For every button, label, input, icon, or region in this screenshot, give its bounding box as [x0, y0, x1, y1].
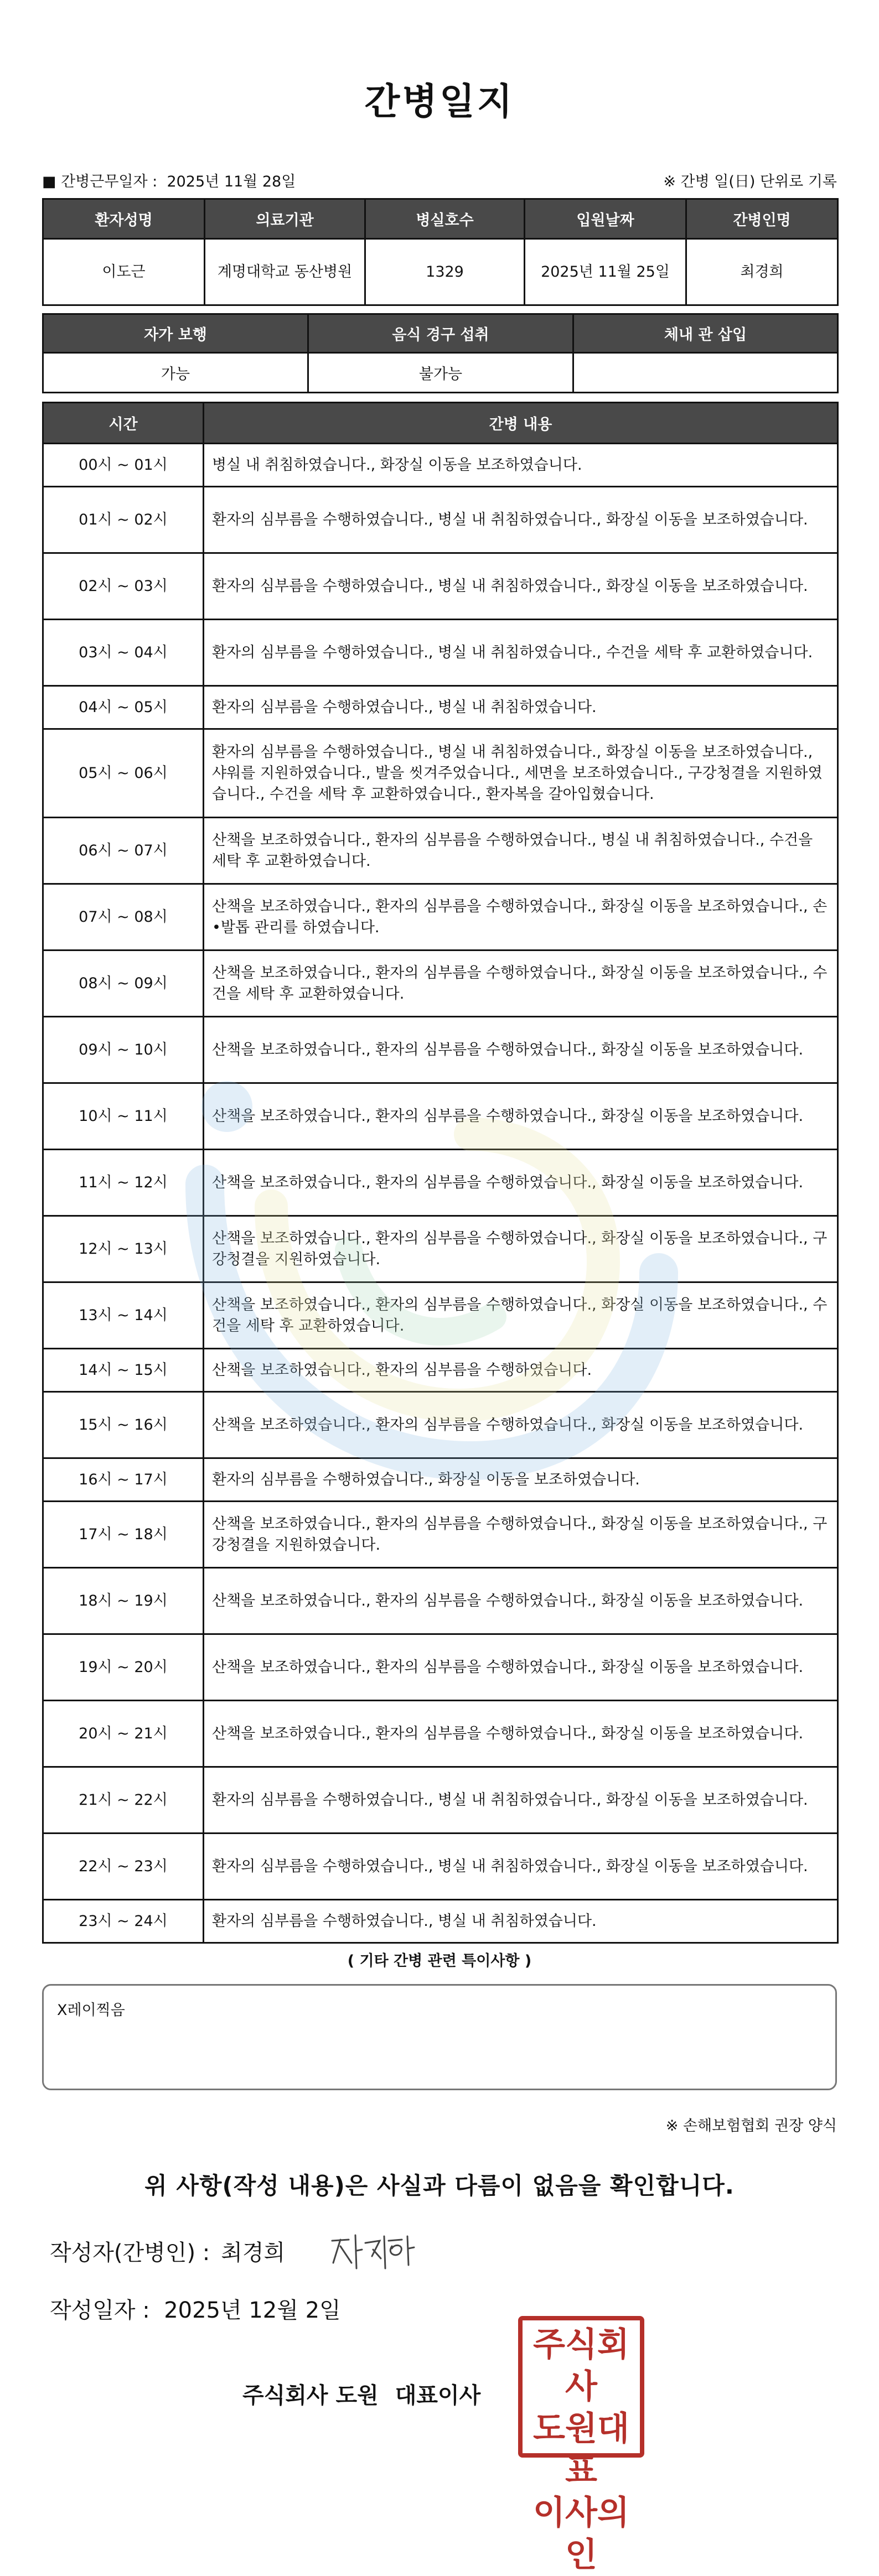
table-row: [43, 553, 838, 620]
oral-intake-value: 불가능: [308, 353, 573, 393]
row-content: 산책을 보조하였습니다., 환자의 심부름을 수행하였습니다., 화장실 이동을 보조하였습니다.: [204, 1701, 838, 1767]
row-content: 산책을 보조하였습니다., 환자의 심부름을 수행하였습니다., 화장실 이동을 보조하였습니다.: [204, 1568, 838, 1634]
row-content: 산책을 보조하였습니다., 환자의 심부름을 수행하였습니다.: [204, 1349, 838, 1392]
row-time: 03시 ~ 04시: [43, 620, 204, 686]
writer-line: [50, 2235, 285, 2267]
table-row: [43, 1083, 838, 1150]
table-row: [43, 1458, 838, 1502]
row-time: 01시 ~ 02시: [43, 487, 204, 553]
table-row: [43, 1701, 838, 1767]
row-time: 05시 ~ 06시: [43, 729, 204, 818]
header-room-number: 병실호수: [365, 199, 525, 239]
table-row: [43, 1216, 838, 1282]
header-hospital: 의료기관: [205, 199, 365, 239]
header-admission-date: 입원날짜: [525, 199, 686, 239]
row-time: 19시 ~ 20시: [43, 1634, 204, 1701]
work-date: [42, 169, 296, 191]
written-date-value: 2025년 12월 2일: [164, 2298, 341, 2323]
table-row: [43, 487, 838, 553]
company-seal-stamp: 주식회사 도원대표 이사의인: [518, 2316, 644, 2458]
header-oral-intake: 음식 경구 섭취: [308, 314, 573, 353]
table-row: [43, 1900, 838, 1943]
row-content: 산책을 보조하였습니다., 환자의 심부름을 수행하였습니다., 화장실 이동을 보조하였습니다.: [204, 1392, 838, 1458]
header-patient-name: 환자성명: [43, 199, 205, 239]
self-walking-value: 가능: [43, 353, 308, 393]
table-row: [43, 444, 838, 487]
written-date-label: 작성일자 :: [50, 2298, 150, 2323]
row-content: 환자의 심부름을 수행하였습니다., 병실 내 취침하였습니다., 화장실 이동을 보조하였습니다.: [204, 1834, 838, 1900]
table-row: [43, 620, 838, 686]
row-time: 06시 ~ 07시: [43, 818, 204, 884]
row-content: 환자의 심부름을 수행하였습니다., 병실 내 취침하였습니다.: [204, 686, 838, 729]
table-row: [43, 1634, 838, 1701]
hourly-care-log-table: [42, 402, 839, 1944]
row-time: 23시 ~ 24시: [43, 1900, 204, 1943]
unit-note: ※ 간병 일(日) 단위로 기록: [663, 173, 837, 190]
patient-status-table: [42, 313, 839, 393]
row-content: 병실 내 취침하였습니다., 화장실 이동을 보조하였습니다.: [204, 444, 838, 487]
row-content: 산책을 보조하였습니다., 환자의 심부름을 수행하였습니다., 화장실 이동을 보조하였습니다., 수건을 세탁 후 교환하였습니다.: [204, 1282, 838, 1349]
row-time: 15시 ~ 16시: [43, 1392, 204, 1458]
writer-label: 작성자(간병인) :: [50, 2240, 210, 2266]
row-time: 09시 ~ 10시: [43, 1017, 204, 1083]
row-time: 21시 ~ 22시: [43, 1767, 204, 1834]
row-time: 00시 ~ 01시: [43, 444, 204, 487]
header-tube-insertion: 체내 관 삽입: [573, 314, 838, 353]
table-row: [43, 1282, 838, 1349]
admission-date: 2025년 11월 25일: [525, 239, 686, 305]
row-time: 13시 ~ 14시: [43, 1282, 204, 1349]
table-row: [43, 884, 838, 951]
patient-info-table: [42, 198, 839, 306]
row-time: 22시 ~ 23시: [43, 1834, 204, 1900]
row-time: 07시 ~ 08시: [43, 884, 204, 951]
writer-name: 최경희: [221, 2240, 286, 2266]
row-time: 14시 ~ 15시: [43, 1349, 204, 1392]
form-source-note: ※ 손해보험협회 권장 양식: [665, 2117, 837, 2134]
confirmation-statement: 위 사항(작성 내용)은 사실과 다름이 없음을 확인합니다.: [144, 2172, 735, 2199]
row-content: 환자의 심부름을 수행하였습니다., 병실 내 취침하였습니다., 수건을 세탁 후 교환하였습니다.: [204, 620, 838, 686]
row-content: 산책을 보조하였습니다., 환자의 심부름을 수행하였습니다., 화장실 이동을 보조하였습니다., 수건을 세탁 후 교환하였습니다.: [204, 951, 838, 1017]
row-time: 16시 ~ 17시: [43, 1458, 204, 1502]
row-content: 환자의 심부름을 수행하였습니다., 병실 내 취침하였습니다., 화장실 이동을 보조하였습니다., 샤워를 지원하였습니다., 발을 씻겨주었습니다., 세면을 보조하였습니다., 구강청결을 지원하였습니다., 수건을 세탁 후 교환하였습니다., 환자복을 갈아입혔습니다.: [204, 729, 838, 818]
company-line: [242, 2378, 480, 2409]
notes-title: ( 기타 간병 관련 특이사항 ): [347, 1952, 532, 1970]
row-content: 산책을 보조하였습니다., 환자의 심부름을 수행하였습니다., 화장실 이동을 보조하였습니다., 구강청결을 지원하였습니다.: [204, 1216, 838, 1282]
row-content: 산책을 보조하였습니다., 환자의 심부름을 수행하였습니다., 화장실 이동을 보조하였습니다., 손•발톱 관리를 하였습니다.: [204, 884, 838, 951]
written-date-line: [50, 2293, 341, 2324]
table-row: [43, 686, 838, 729]
row-time: 11시 ~ 12시: [43, 1150, 204, 1216]
row-content: 환자의 심부름을 수행하였습니다., 병실 내 취침하였습니다., 화장실 이동을 보조하였습니다.: [204, 553, 838, 620]
row-time: 17시 ~ 18시: [43, 1502, 204, 1568]
table-row: [43, 1568, 838, 1634]
row-time: 20시 ~ 21시: [43, 1701, 204, 1767]
header-care-content: 간병 내용: [204, 403, 838, 444]
row-content: 산책을 보조하였습니다., 환자의 심부름을 수행하였습니다., 화장실 이동을 보조하였습니다.: [204, 1150, 838, 1216]
caregiver-name: 최경희: [686, 239, 838, 305]
row-content: 환자의 심부름을 수행하였습니다., 화장실 이동을 보조하였습니다.: [204, 1458, 838, 1502]
row-time: 10시 ~ 11시: [43, 1083, 204, 1150]
table-row: [43, 1150, 838, 1216]
row-time: 02시 ~ 03시: [43, 553, 204, 620]
work-date-label: ■ 간병근무일자 :: [42, 173, 158, 190]
table-row: [43, 1834, 838, 1900]
patient-name: 이도근: [43, 239, 205, 305]
hospital-name: 계명대학교 동산병원: [205, 239, 365, 305]
table-row: [43, 1017, 838, 1083]
row-content: 산책을 보조하였습니다., 환자의 심부름을 수행하였습니다., 화장실 이동을 보조하였습니다.: [204, 1634, 838, 1701]
company-name: 주식회사 도원: [242, 2383, 379, 2408]
table-row: [43, 818, 838, 884]
room-number: 1329: [365, 239, 525, 305]
row-content: 산책을 보조하였습니다., 환자의 심부름을 수행하였습니다., 병실 내 취침하였습니다., 수건을 세탁 후 교환하였습니다.: [204, 818, 838, 884]
table-row: [43, 1349, 838, 1392]
notes-box: [42, 1984, 837, 2090]
company-representative: 대표이사: [395, 2383, 481, 2408]
table-row: [43, 1392, 838, 1458]
header-self-walking: 자가 보행: [43, 314, 308, 353]
row-content: 산책을 보조하였습니다., 환자의 심부름을 수행하였습니다., 화장실 이동을 보조하였습니다.: [204, 1017, 838, 1083]
table-row: [43, 1767, 838, 1834]
row-content: 산책을 보조하였습니다., 환자의 심부름을 수행하였습니다., 화장실 이동을 보조하였습니다.: [204, 1083, 838, 1150]
header-time: 시간: [43, 403, 204, 444]
table-row: [43, 951, 838, 1017]
table-row: [43, 1502, 838, 1568]
row-content: 산책을 보조하였습니다., 환자의 심부름을 수행하였습니다., 화장실 이동을 보조하였습니다., 구강청결을 지원하였습니다.: [204, 1502, 838, 1568]
row-time: 12시 ~ 13시: [43, 1216, 204, 1282]
row-time: 18시 ~ 19시: [43, 1568, 204, 1634]
work-date-value: 2025년 11월 28일: [167, 173, 296, 190]
table-row: [43, 729, 838, 818]
page-title: 간병일지: [364, 80, 515, 123]
row-content: 환자의 심부름을 수행하였습니다., 병실 내 취침하였습니다., 화장실 이동을 보조하였습니다.: [204, 487, 838, 553]
row-content: 환자의 심부름을 수행하였습니다., 병실 내 취침하였습니다.: [204, 1900, 838, 1943]
row-time: 04시 ~ 05시: [43, 686, 204, 729]
row-time: 08시 ~ 09시: [43, 951, 204, 1017]
header-caregiver-name: 간병인명: [686, 199, 838, 239]
notes-content: X레이찍음: [57, 2002, 125, 2019]
handwritten-signature: [327, 2224, 415, 2279]
row-content: 환자의 심부름을 수행하였습니다., 병실 내 취침하였습니다., 화장실 이동을 보조하였습니다.: [204, 1767, 838, 1834]
tube-insertion-value: [573, 353, 838, 393]
